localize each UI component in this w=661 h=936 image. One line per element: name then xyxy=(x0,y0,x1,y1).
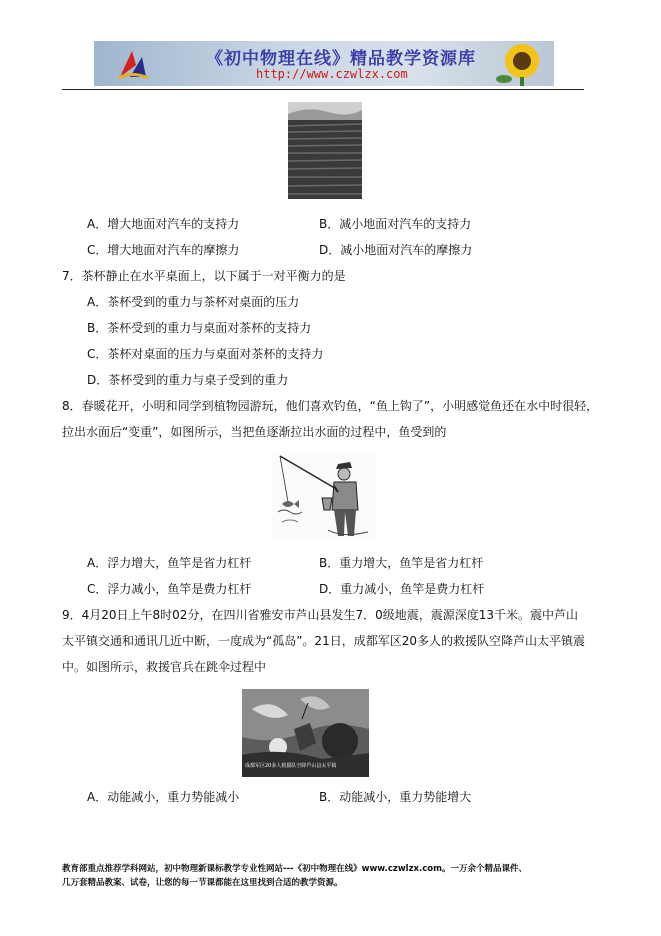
photo-caption: 成都军区20多人救援队空降芦山县太平镇 xyxy=(245,763,337,769)
page-footer xyxy=(62,862,602,890)
q8-option-d: D．重力减小，鱼竿是费力杠杆 xyxy=(319,582,485,596)
banner-title: 《初中物理在线》精品教学资源库 xyxy=(206,49,476,69)
q7-option-c: C．茶杯对桌面的压力与桌面对茶杯的支持力 xyxy=(87,347,324,361)
q7-option-a: A．茶杯受到的重力与茶杯对桌面的压力 xyxy=(87,295,300,309)
q8-stem-line2: 拉出水面后“变重”，如图所示，当把鱼逐渐拉出水面的过程中，鱼受到的 xyxy=(62,425,447,439)
q9-option-a: A．动能减小，重力势能减小 xyxy=(87,790,240,804)
q9-stem-line1: 9．4月20日上午8时02分，在四川省雅安市芦山县发生7．0级地震，震源深度13千米。震中芦山 xyxy=(62,608,578,622)
header-rule xyxy=(62,89,584,90)
q6-option-c: C．增大地面对汽车的摩擦力 xyxy=(87,243,240,257)
q9-stem-line2: 太平镇交通和通讯几近中断，一度成为“孤岛”。21日，成都军区20多人的救援队空降芦山太平镇震 xyxy=(62,634,585,648)
q6-option-b: B．减小地面对汽车的支持力 xyxy=(319,217,472,231)
q9-option-b: B．动能减小，重力势能增大 xyxy=(319,790,472,804)
q9-stem-line3: 中。如图所示，救援官兵在跳伞过程中 xyxy=(62,660,267,674)
sunflower-icon xyxy=(480,41,550,86)
fishing-illustration xyxy=(272,452,376,540)
q8-stem-line1: 8．春暖花开，小明和同学到植物园游玩，他们喜欢钓鱼，“鱼上钩了”，小明感觉鱼还在水中时很轻， xyxy=(62,399,599,413)
header-banner xyxy=(94,41,554,86)
road-surface-image xyxy=(288,102,362,199)
footer-line-1: 教育部重点推荐学科网站，初中物理新课标教学专业性网站---《初中物理在线》www.czwlzx.com。一万余个精品课件、 xyxy=(62,864,527,874)
site-logo-icon xyxy=(116,47,150,81)
q7-option-d: D．茶杯受到的重力与桌子受到的重力 xyxy=(87,373,289,387)
banner-url[interactable]: http://www.czwlzx.com xyxy=(256,67,408,81)
q8-option-b: B．重力增大，鱼竿是省力杠杆 xyxy=(319,556,484,570)
q8-option-a: A．浮力增大，鱼竿是省力杠杆 xyxy=(87,556,252,570)
q7-option-b: B．茶杯受到的重力与桌面对茶杯的支持力 xyxy=(87,321,312,335)
footer-line-2: 几万套精品教案、试卷，让您的每一节课都能在这里找到合适的教学资源。 xyxy=(62,878,343,888)
q8-option-c: C．浮力减小，鱼竿是费力杠杆 xyxy=(87,582,252,596)
q7-stem: 7．茶杯静止在水平桌面上，以下属于一对平衡力的是 xyxy=(62,269,346,283)
parachute-photo xyxy=(242,689,369,777)
q6-option-a: A．增大地面对汽车的支持力 xyxy=(87,217,240,231)
q6-option-d: D．减小地面对汽车的摩擦力 xyxy=(319,243,473,257)
